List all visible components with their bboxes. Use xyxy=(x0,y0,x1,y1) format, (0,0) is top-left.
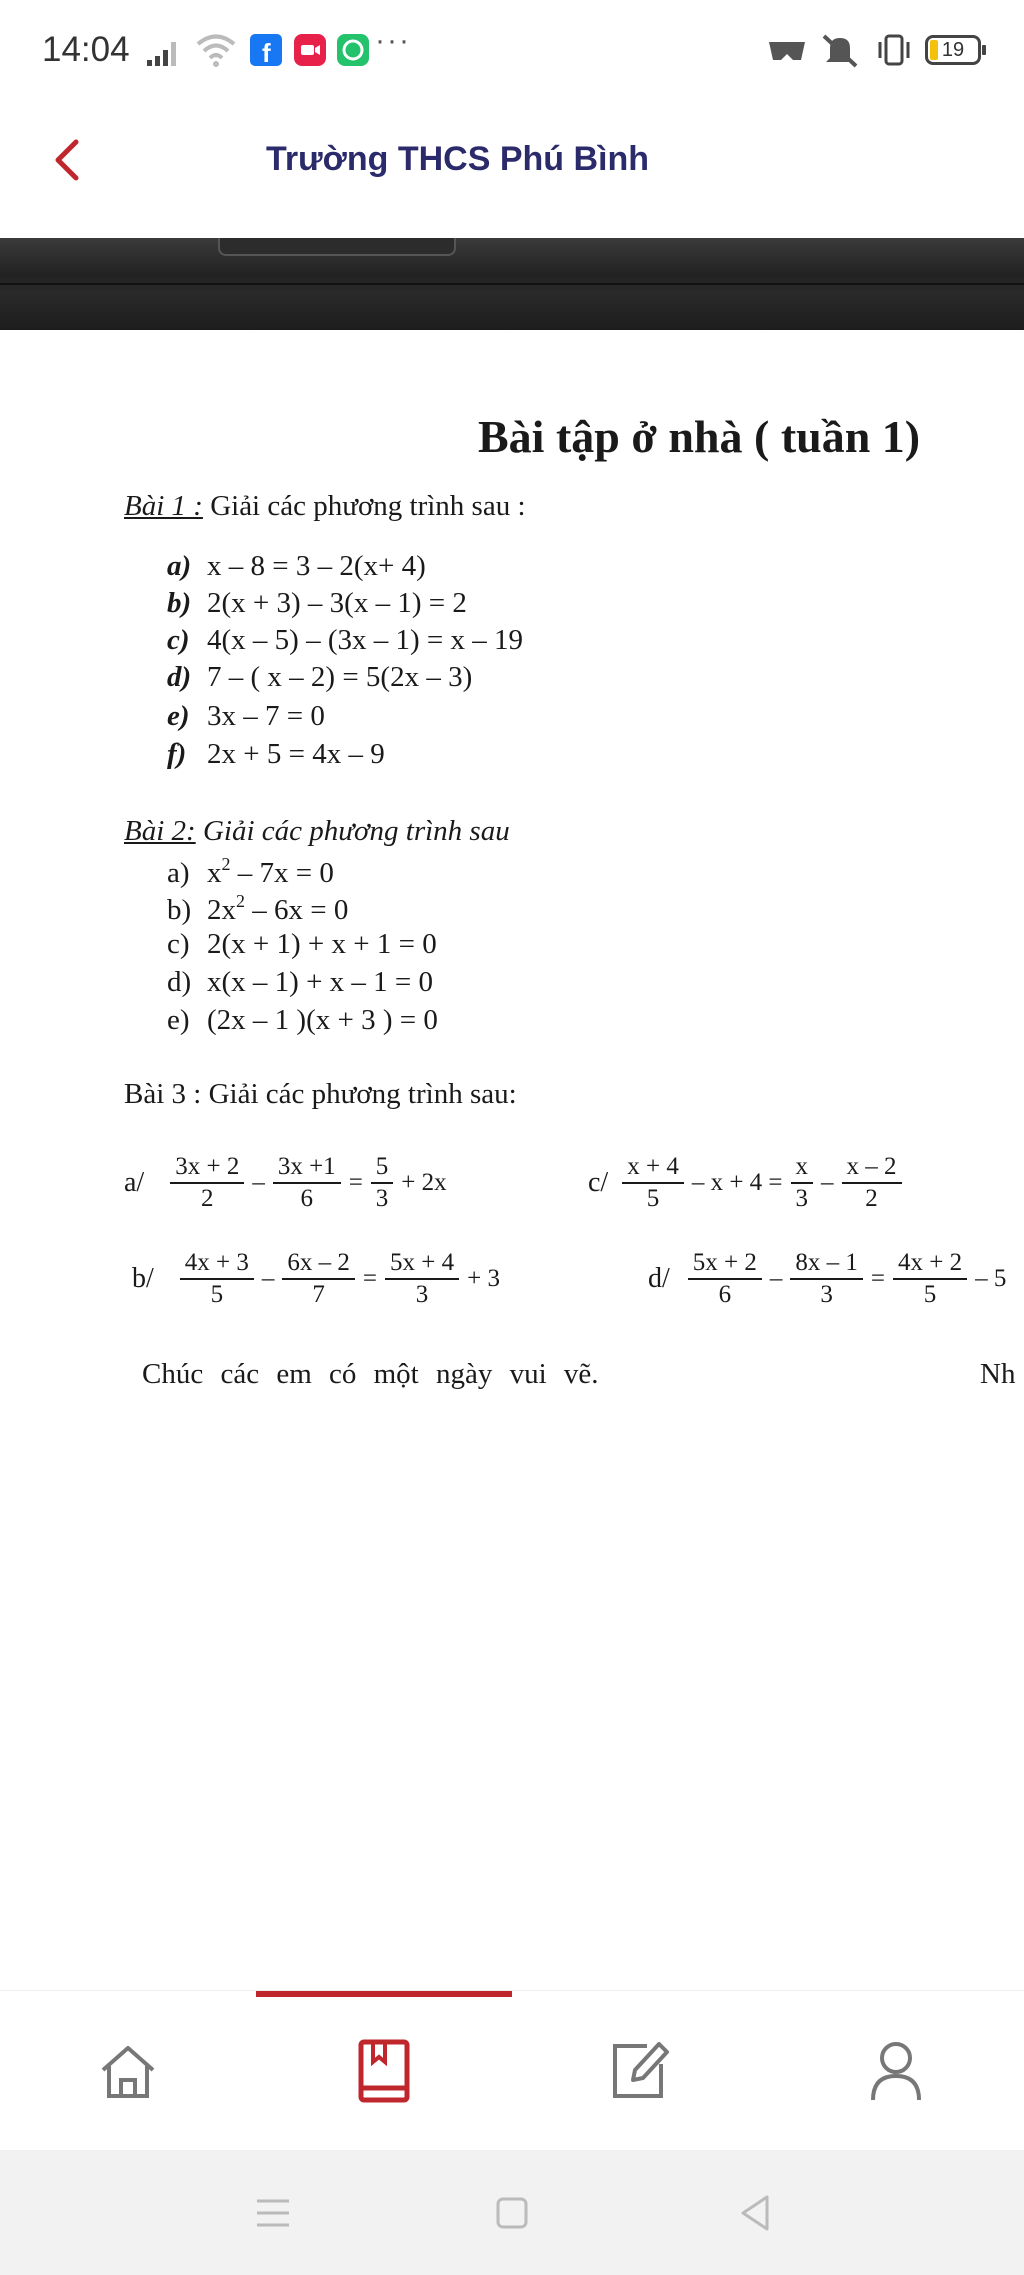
operator: – xyxy=(769,1265,783,1292)
item-equation: 2x + 5 = 4x – 9 xyxy=(207,738,385,770)
item-exponent: 2 xyxy=(221,854,231,874)
item-label: c) xyxy=(167,928,190,960)
exercise-2-label: Bài 2: xyxy=(124,815,196,847)
exercise-2-item xyxy=(167,891,348,927)
video-call-icon xyxy=(294,32,326,68)
numerator: 3x +1 xyxy=(273,1152,341,1184)
fraction xyxy=(893,1248,967,1310)
eq-label: c/ xyxy=(588,1167,609,1198)
fraction xyxy=(622,1152,684,1214)
home-icon xyxy=(97,2040,159,2102)
exercise-1-heading xyxy=(124,490,526,523)
item-equation: x – 8 = 3 – 2(x+ 4) xyxy=(207,550,426,582)
fraction xyxy=(170,1152,244,1214)
fraction xyxy=(791,1152,814,1214)
exercise-3-d xyxy=(648,1248,1010,1310)
bottom-navigation xyxy=(0,1990,1024,2150)
fraction xyxy=(385,1248,459,1310)
exercise-1-item xyxy=(167,738,385,771)
app-header xyxy=(0,100,1024,238)
battery-icon xyxy=(925,35,981,65)
exercise-1-item xyxy=(167,550,426,583)
fraction xyxy=(273,1152,341,1214)
fraction xyxy=(180,1248,254,1310)
nav-home[interactable] xyxy=(0,1991,256,2151)
wifi-icon xyxy=(195,32,237,68)
fraction xyxy=(688,1248,762,1310)
item-equation: (2x – 1 )(x + 3 ) = 0 xyxy=(207,1004,438,1036)
item-label: f) xyxy=(167,738,187,770)
image-band-line xyxy=(0,283,1024,285)
exercise-3-heading: Bài 3 : Giải các phương trình sau: xyxy=(124,1078,517,1110)
numerator: 5x + 4 xyxy=(385,1248,459,1280)
denominator: 3 xyxy=(375,1185,389,1212)
item-equation: 4(x – 5) – (3x – 1) = x – 19 xyxy=(207,624,523,656)
back-system-button[interactable] xyxy=(730,2188,780,2238)
item-label: d) xyxy=(167,966,192,998)
exercise-1-item xyxy=(167,624,523,657)
item-label: e) xyxy=(167,1004,190,1036)
denominator: 5 xyxy=(210,1281,224,1308)
item-label: e) xyxy=(167,700,190,732)
document-title: Bài tập ở nhà ( tuần 1) xyxy=(478,411,921,462)
denominator: 5 xyxy=(646,1185,660,1212)
item-label: a) xyxy=(167,550,192,582)
exercise-3-b xyxy=(132,1248,504,1310)
recent-apps-button[interactable] xyxy=(248,2188,298,2238)
item-equation: 2(x + 1) + x + 1 = 0 xyxy=(207,928,437,960)
operator: = xyxy=(870,1265,885,1292)
operator: – x + 4 = xyxy=(691,1169,783,1196)
facebook-icon xyxy=(250,32,282,68)
home-button[interactable] xyxy=(487,2188,537,2238)
exercise-2-item xyxy=(167,966,433,999)
operator: + 3 xyxy=(467,1265,500,1292)
numerator: 3x + 2 xyxy=(170,1152,244,1184)
system-navigation-bar xyxy=(0,2150,1024,2275)
operator: – 5 xyxy=(975,1265,1007,1292)
numerator: x – 2 xyxy=(842,1152,902,1184)
profile-icon xyxy=(865,2038,927,2104)
numerator: 6x – 2 xyxy=(282,1248,355,1280)
homework-document xyxy=(0,330,1024,1990)
back-triangle-icon xyxy=(735,2193,775,2233)
denominator: 7 xyxy=(312,1281,325,1308)
numerator: 4x + 3 xyxy=(180,1248,254,1280)
exercise-2-item xyxy=(167,928,437,961)
game-mode-icon xyxy=(765,32,809,68)
item-equation: 2(x + 3) – 3(x – 1) = 2 xyxy=(207,587,467,619)
exercise-2-item xyxy=(167,1004,438,1037)
vibrate-icon xyxy=(873,32,915,68)
operator: – xyxy=(252,1169,265,1196)
chat-app-icon xyxy=(337,32,369,68)
operator: + 2x xyxy=(401,1169,447,1196)
numerator: 5x + 2 xyxy=(688,1248,762,1280)
item-label: c) xyxy=(167,624,190,656)
closing-right-fragment: Nh xyxy=(980,1358,1016,1390)
denominator: 5 xyxy=(923,1281,937,1308)
operator: – xyxy=(261,1265,275,1292)
signal-icon xyxy=(145,32,185,68)
fraction xyxy=(790,1248,863,1310)
exercise-2-heading xyxy=(124,815,510,848)
item-label: b) xyxy=(167,587,192,619)
denominator: 2 xyxy=(201,1185,214,1212)
closing-message: Chúc các em có một ngày vui vẽ. xyxy=(142,1358,599,1390)
numerator: x xyxy=(791,1152,814,1184)
eq-label: d/ xyxy=(648,1263,670,1294)
numerator: 8x – 1 xyxy=(790,1248,863,1280)
eq-label: b/ xyxy=(132,1263,154,1294)
item-equation-rest: – 7x = 0 xyxy=(230,857,334,889)
nav-courses[interactable] xyxy=(256,1991,512,2151)
item-equation: x(x – 1) + x – 1 = 0 xyxy=(207,966,434,998)
exercise-2-item xyxy=(167,854,334,890)
menu-icon xyxy=(253,2193,293,2233)
square-icon xyxy=(492,2193,532,2233)
image-band-tab xyxy=(218,238,456,256)
mute-icon xyxy=(818,32,862,68)
exercise-1-item xyxy=(167,661,472,694)
nav-assignments[interactable] xyxy=(512,1991,768,2151)
book-icon xyxy=(353,2038,415,2104)
denominator: 6 xyxy=(718,1281,732,1308)
item-equation: 7 – ( x – 2) = 5(2x – 3) xyxy=(207,661,473,693)
more-notifications: ··· xyxy=(375,24,411,57)
denominator: 6 xyxy=(300,1185,313,1212)
status-time: 14:04 xyxy=(42,30,130,69)
page-title: Trường THCS Phú Bình xyxy=(265,140,650,178)
svg-text:f: f xyxy=(262,38,271,68)
exercise-1-item xyxy=(167,587,467,620)
denominator: 3 xyxy=(820,1281,833,1308)
denominator: 2 xyxy=(865,1185,878,1212)
item-equation: 2x xyxy=(207,894,236,926)
battery-level: 19 xyxy=(941,39,965,61)
operator: = xyxy=(362,1265,377,1292)
item-equation: x xyxy=(207,857,222,889)
item-label: b) xyxy=(167,894,192,926)
operator: – xyxy=(821,1169,834,1196)
item-equation-rest: – 6x = 0 xyxy=(245,894,349,926)
denominator: 3 xyxy=(415,1281,429,1308)
eq-label: a/ xyxy=(124,1167,145,1198)
edit-icon xyxy=(607,2038,673,2104)
denominator: 3 xyxy=(795,1185,809,1212)
exercise-3-a xyxy=(124,1152,451,1214)
status-bar xyxy=(0,0,1024,100)
numerator: 5 xyxy=(371,1152,394,1184)
fraction xyxy=(371,1152,394,1214)
exercise-1-text: Giải các phương trình sau : xyxy=(202,490,526,522)
exercise-3-c xyxy=(588,1152,906,1214)
item-exponent: 2 xyxy=(236,891,245,911)
item-label: a) xyxy=(167,857,190,889)
exercise-2-text: Giải các phương trình sau xyxy=(195,815,510,847)
numerator: x + 4 xyxy=(622,1152,684,1184)
numerator: 4x + 2 xyxy=(893,1248,967,1280)
fraction xyxy=(282,1248,355,1310)
item-equation: 3x – 7 = 0 xyxy=(207,700,325,732)
operator: = xyxy=(348,1169,363,1196)
exercise-1-label: Bài 1 : xyxy=(124,490,203,522)
item-label: d) xyxy=(167,661,192,693)
fraction xyxy=(842,1152,902,1214)
nav-profile[interactable] xyxy=(768,1991,1024,2151)
exercise-1-item xyxy=(167,700,325,733)
